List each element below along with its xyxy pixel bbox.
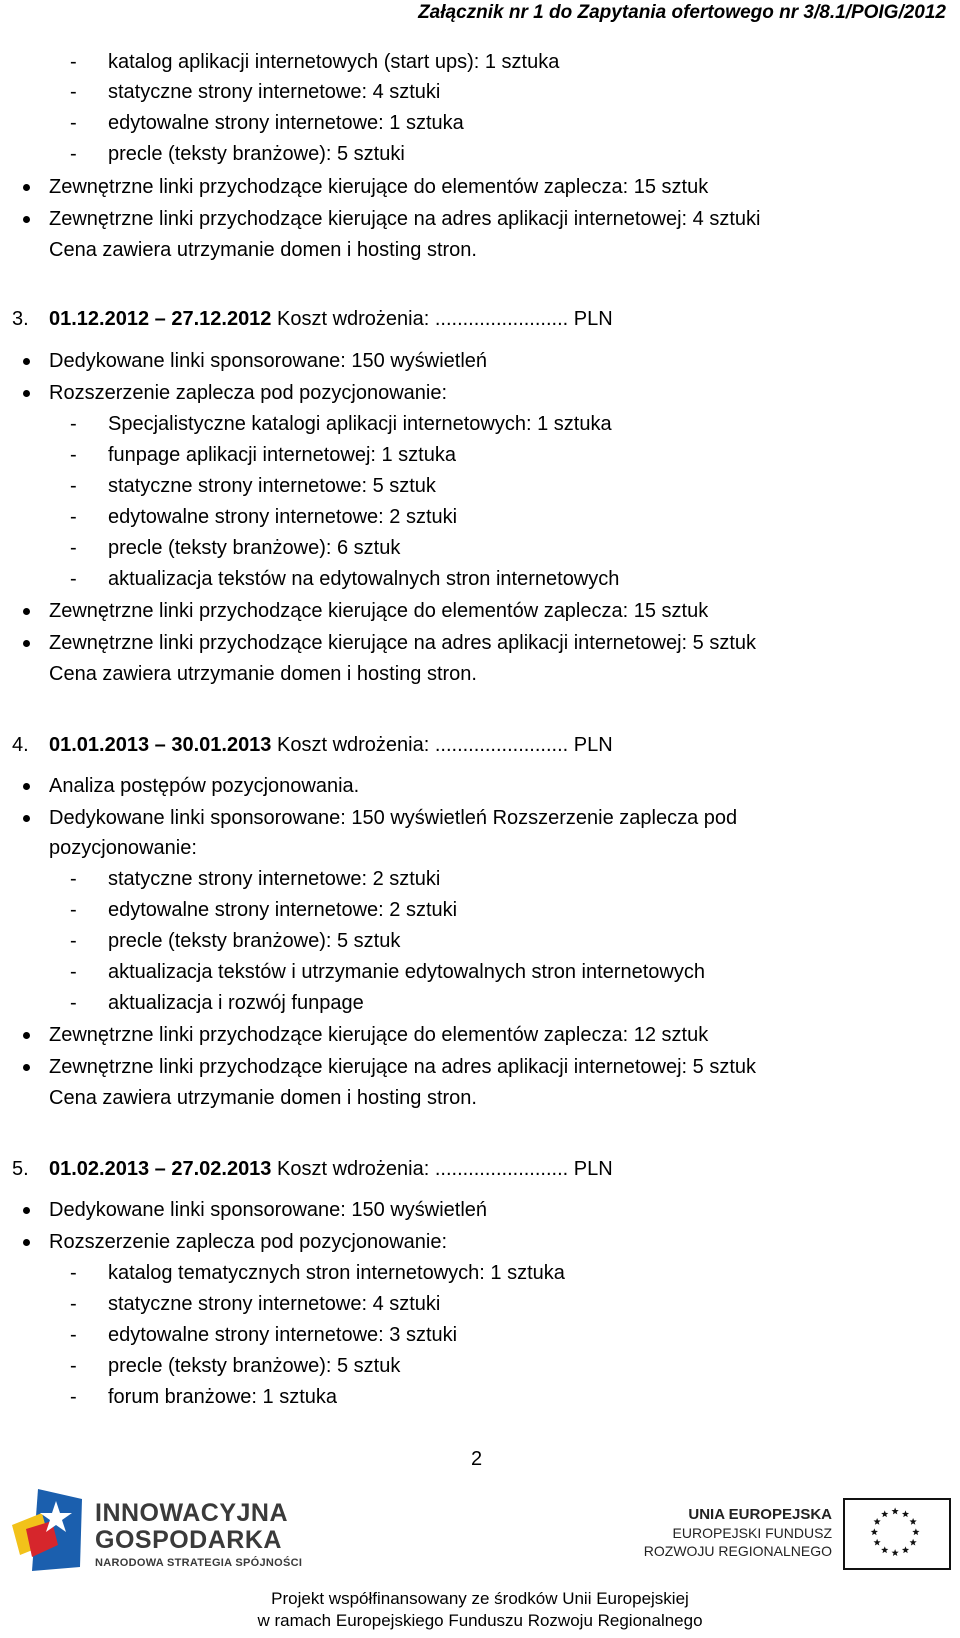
bullet-item-text: Analiza postępów pozycjonowania. bbox=[49, 775, 360, 797]
eu-flag-icon bbox=[843, 1498, 951, 1570]
footer-line: w ramach Europejskiego Funduszu Rozwoju Regionalnego bbox=[257, 1611, 703, 1630]
bullet-icon bbox=[23, 184, 30, 191]
dash-marker: - bbox=[70, 81, 77, 103]
bullet-item-text: Rozszerzenie zaplecza pod pozycjonowanie: bbox=[49, 1231, 448, 1253]
list-item-text: edytowalne strony internetowe: 2 sztuki bbox=[108, 899, 458, 921]
dash-marker: - bbox=[70, 112, 77, 134]
dash-marker: - bbox=[70, 930, 77, 952]
list-item-text: katalog aplikacji internetowych (start ups): 1 sztuka bbox=[108, 51, 560, 73]
eu-star-icon bbox=[912, 1528, 919, 1535]
section-number: 5. bbox=[12, 1158, 29, 1180]
bullet-icon bbox=[23, 783, 30, 790]
list-item-text: edytowalne strony internetowe: 1 sztuka bbox=[108, 112, 464, 134]
list-item-text: statyczne strony internetowe: 4 sztuki bbox=[108, 1293, 441, 1315]
eu-star-icon bbox=[881, 1546, 888, 1553]
bullet-icon bbox=[23, 390, 30, 397]
eu-star-icon bbox=[902, 1546, 909, 1553]
dash-marker: - bbox=[70, 992, 77, 1014]
list-item-text: statyczne strony internetowe: 5 sztuk bbox=[108, 475, 436, 497]
list-item-text: aktualizacja tekstów na edytowalnych stron internetowych bbox=[108, 568, 620, 590]
bullet-item-text: Zewnętrzne linki przychodzące kierujące do elementów zaplecza: 15 sztuk bbox=[49, 176, 709, 198]
bullet-item-text: Dedykowane linki sponsorowane: 150 wyświetleń bbox=[49, 1199, 488, 1221]
bullet-icon bbox=[23, 640, 30, 647]
dash-marker: - bbox=[70, 475, 77, 497]
eu-text-line: EUROPEJSKI FUNDUSZ bbox=[672, 1525, 832, 1541]
logo-text-line: GOSPODARKA bbox=[95, 1526, 282, 1554]
dash-marker: - bbox=[70, 568, 77, 590]
section-number: 3. bbox=[12, 308, 29, 330]
dash-marker: - bbox=[70, 1293, 77, 1315]
logo-text-line: INNOWACYJNA bbox=[95, 1499, 289, 1527]
dash-marker: - bbox=[70, 51, 77, 73]
dash-marker: - bbox=[70, 899, 77, 921]
page-number: 2 bbox=[471, 1448, 483, 1470]
list-item-text: statyczne strony internetowe: 4 sztuki bbox=[108, 81, 441, 103]
section-dates: 01.01.2013 – 30.01.2013 bbox=[49, 734, 272, 756]
bullet-item-text: Zewnętrzne linki przychodzące kierujące na adres aplikacji internetowej: 4 sztuki bbox=[49, 208, 761, 230]
section-cost: Koszt wdrożenia: ........................ PLN bbox=[271, 1158, 613, 1180]
footer-line: Projekt współfinansowany ze środków Unii Europejskiej bbox=[271, 1589, 689, 1608]
eu-star-icon bbox=[881, 1510, 888, 1517]
dash-marker: - bbox=[70, 961, 77, 983]
bullet-icon bbox=[23, 1207, 30, 1214]
bullet-item-text: Zewnętrzne linki przychodzące kierujące na adres aplikacji internetowej: 5 sztuk bbox=[49, 1056, 757, 1078]
dash-marker: - bbox=[70, 1324, 77, 1346]
list-item-text: precle (teksty branżowe): 5 sztuk bbox=[108, 930, 401, 952]
section-number: 4. bbox=[12, 734, 29, 756]
dash-marker: - bbox=[70, 537, 77, 559]
innowacyjna-gospodarka-wordmark bbox=[95, 1500, 302, 1569]
eu-text-line: UNIA EUROPEJSKA bbox=[688, 1506, 832, 1523]
dash-marker: - bbox=[70, 506, 77, 528]
bullet-item-text: Dedykowane linki sponsorowane: 150 wyświetleń Rozszerzenie zaplecza pod bbox=[49, 807, 738, 829]
list-item-text: Specjalistyczne katalogi aplikacji internetowych: 1 sztuka bbox=[108, 413, 612, 435]
list-item-text: precle (teksty branżowe): 5 sztuki bbox=[108, 143, 405, 165]
eu-star-icon bbox=[910, 1539, 917, 1546]
list-item-text: precle (teksty branżowe): 6 sztuk bbox=[108, 537, 401, 559]
bullet-icon bbox=[23, 608, 30, 615]
dash-marker: - bbox=[70, 413, 77, 435]
document-header: Załącznik nr 1 do Zapytania ofertowego nr 3/8.1/POIG/2012 bbox=[418, 2, 946, 23]
list-item-text: edytowalne strony internetowe: 2 sztuki bbox=[108, 506, 458, 528]
eu-star-icon bbox=[892, 1508, 899, 1515]
bullet-icon bbox=[23, 815, 30, 822]
bullet-item-text: Zewnętrzne linki przychodzące kierujące do elementów zaplecza: 12 sztuk bbox=[49, 1024, 709, 1046]
bullet-item-text: Zewnętrzne linki przychodzące kierujące do elementów zaplecza: 15 sztuk bbox=[49, 600, 709, 622]
dash-marker: - bbox=[70, 1262, 77, 1284]
list-item-text: statyczne strony internetowe: 2 sztuki bbox=[108, 868, 441, 890]
eu-text-line: ROZWOJU REGIONALNEGO bbox=[643, 1543, 832, 1559]
list-item-text: precle (teksty branżowe): 5 sztuk bbox=[108, 1355, 401, 1377]
list-item-text: forum branżowe: 1 sztuka bbox=[108, 1386, 337, 1408]
section-dates: 01.02.2013 – 27.02.2013 bbox=[49, 1158, 272, 1180]
eu-star-icon bbox=[874, 1518, 881, 1525]
eu-star-icon bbox=[902, 1510, 909, 1517]
bullet-icon bbox=[23, 358, 30, 365]
logo-subtitle: NARODOWA STRATEGIA SPÓJNOŚCI bbox=[95, 1557, 303, 1569]
dash-marker: - bbox=[70, 868, 77, 890]
dash-marker: - bbox=[70, 1386, 77, 1408]
eu-star-icon bbox=[910, 1518, 917, 1525]
dash-marker: - bbox=[70, 143, 77, 165]
bullet-item-text: Rozszerzenie zaplecza pod pozycjonowanie: bbox=[49, 382, 448, 404]
list-item-text: katalog tematycznych stron internetowych: 1 sztuka bbox=[108, 1262, 565, 1284]
list-item-text: edytowalne strony internetowe: 3 sztuki bbox=[108, 1324, 458, 1346]
eu-wordmark bbox=[644, 1505, 832, 1560]
dash-marker: - bbox=[70, 1355, 77, 1377]
list-item-text: aktualizacja tekstów i utrzymanie edytowalnych stron internetowych bbox=[108, 961, 705, 983]
eu-star-icon bbox=[874, 1539, 881, 1546]
list-item-text: funpage aplikacji internetowej: 1 sztuka bbox=[108, 444, 456, 466]
eu-star-icon bbox=[871, 1528, 878, 1535]
eu-star-icon bbox=[892, 1549, 899, 1556]
dash-marker: - bbox=[70, 444, 77, 466]
bullet-icon bbox=[23, 216, 30, 223]
section-dates: 01.12.2012 – 27.12.2012 bbox=[49, 308, 272, 330]
section-cost: Koszt wdrożenia: ........................ PLN bbox=[271, 308, 613, 330]
bullet-item-text: Zewnętrzne linki przychodzące kierujące na adres aplikacji internetowej: 5 sztuk bbox=[49, 632, 757, 654]
bullet-item-text: Dedykowane linki sponsorowane: 150 wyświetleń bbox=[49, 350, 488, 372]
bullet-icon bbox=[23, 1064, 30, 1071]
bullet-icon bbox=[23, 1032, 30, 1039]
list-item-text: aktualizacja i rozwój funpage bbox=[108, 992, 364, 1014]
section-cost: Koszt wdrożenia: ........................ PLN bbox=[271, 734, 613, 756]
bullet-icon bbox=[23, 1239, 30, 1246]
